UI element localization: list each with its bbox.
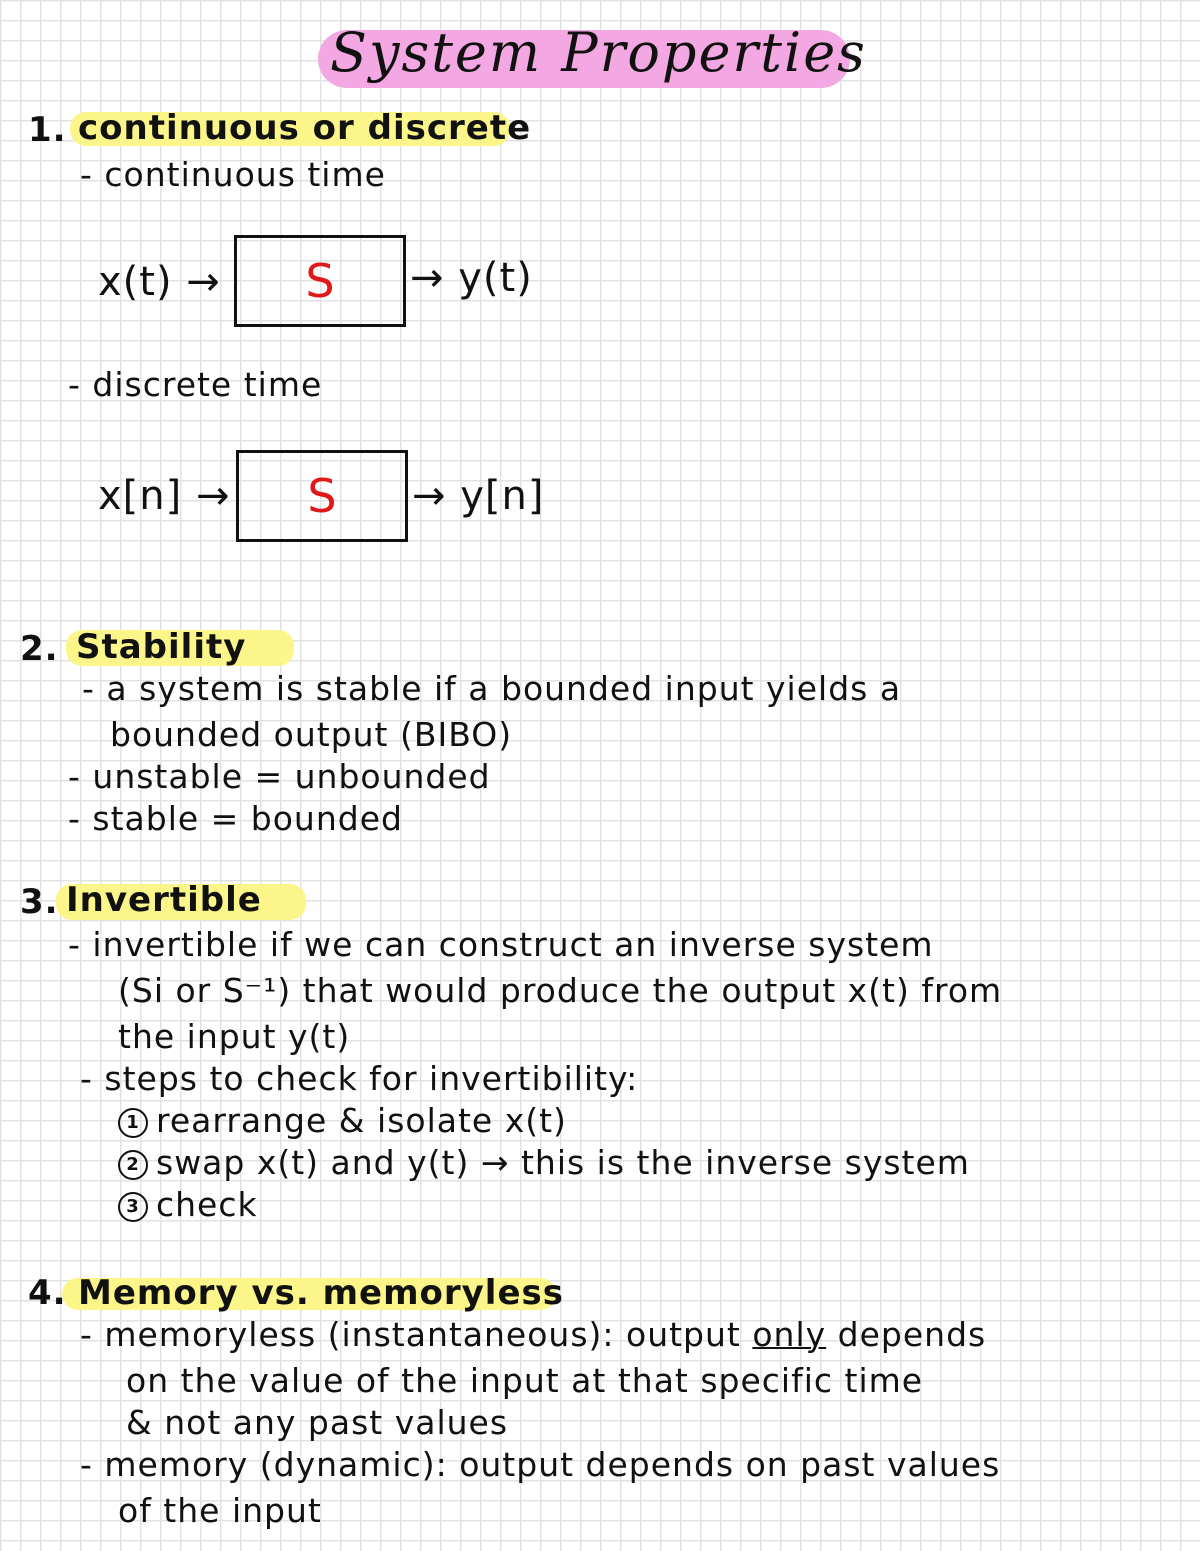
discrete-input: x[n] → — [98, 473, 231, 519]
step-number: 3 — [118, 1192, 148, 1222]
memory-line-2: of the input — [118, 1491, 322, 1530]
section-4-number: 4. — [28, 1273, 67, 1313]
continuous-time-label: - continuous time — [80, 155, 386, 194]
continuous-output: → y(t) — [410, 255, 533, 301]
invertible-step-2: 2 swap x(t) and y(t) → this is the inverse system — [118, 1146, 970, 1180]
section-1-heading: continuous or discrete — [78, 108, 532, 148]
continuous-input: x(t) → — [98, 259, 221, 305]
section-2-heading: Stability — [76, 627, 247, 667]
invertible-step-1: 1 rearrange & isolate x(t) — [118, 1104, 567, 1138]
step-number: 1 — [118, 1108, 148, 1138]
discrete-system-box: S — [236, 450, 408, 542]
continuous-system-box: S — [234, 235, 406, 327]
section-1-number: 1. — [28, 110, 67, 150]
invertible-line-2: (Si or S⁻¹) that would produce the output x(t) from — [118, 971, 1003, 1010]
invertible-line-1: - invertible if we can construct an inverse system — [68, 925, 934, 964]
memoryless-line-3: & not any past values — [126, 1403, 509, 1442]
section-2-number: 2. — [20, 629, 59, 669]
stability-line-3: - unstable = unbounded — [68, 757, 491, 796]
invertible-line-4: - steps to check for invertibility: — [80, 1059, 639, 1098]
memory-line-1: - memory (dynamic): output depends on past values — [80, 1445, 1001, 1484]
discrete-output: → y[n] — [412, 473, 545, 519]
stability-line-1: - a system is stable if a bounded input yields a — [82, 669, 902, 708]
memoryless-line-2: on the value of the input at that specific time — [126, 1361, 924, 1400]
emphasis-only: only — [752, 1315, 827, 1354]
section-4-heading: Memory vs. memoryless — [78, 1273, 564, 1313]
invertible-line-3: the input y(t) — [118, 1017, 351, 1056]
memoryless-line-1: - memoryless (instantaneous): output only depends — [80, 1315, 987, 1354]
section-3-number: 3. — [20, 882, 59, 922]
stability-line-4: - stable = bounded — [68, 799, 403, 838]
step-number: 2 — [118, 1150, 148, 1180]
invertible-step-3: 3 check — [118, 1188, 258, 1222]
section-3-heading: Invertible — [66, 880, 262, 920]
page-title: System Properties — [330, 21, 867, 84]
stability-line-2: bounded output (BIBO) — [110, 715, 513, 754]
discrete-time-label: - discrete time — [68, 365, 323, 404]
